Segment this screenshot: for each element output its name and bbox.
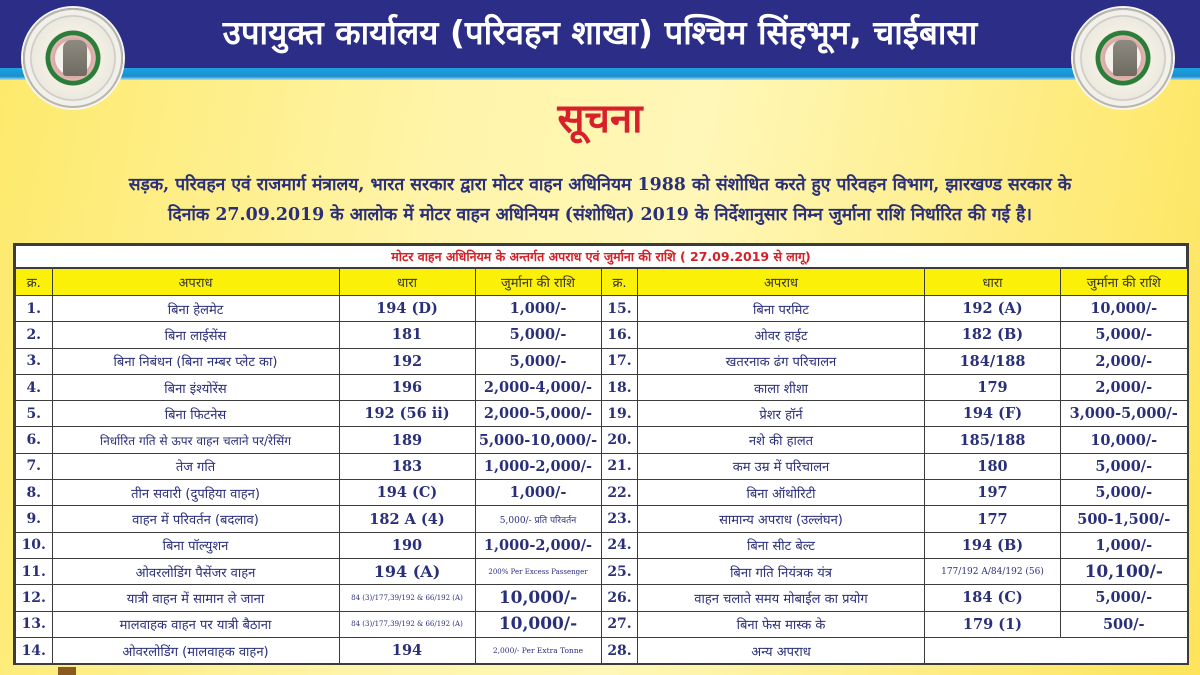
cell-section: 194 (C): [339, 480, 475, 506]
table-row: [16, 611, 601, 637]
cell-offence: बिना ऑथोरिटी: [638, 480, 925, 506]
cell-fine: 2,000-5,000/-: [475, 401, 601, 427]
cell-offence: ओवरलोडिंग (मालवाहक वाहन): [52, 637, 339, 663]
cell-sn: 13.: [16, 611, 52, 637]
cell-section: 192: [339, 348, 475, 374]
ashoka-emblem-icon: [63, 40, 87, 76]
cell-sn: 17.: [602, 348, 638, 374]
cell-section: 179 (1): [925, 611, 1061, 637]
cell-sn: 8.: [16, 480, 52, 506]
cell-sn: 20.: [602, 427, 638, 453]
cell-fine: 200% Per Excess Passenger: [475, 558, 601, 584]
table-row: [16, 322, 601, 348]
intro-line-1: सड़क, परिवहन एवं राजमार्ग मंत्रालय, भारत सरकार द्वारा मोटर वाहन अधिनियम 1988 को संशोधित करते हुए परिवहन विभाग, झारखण्ड सरकार के: [128, 175, 1072, 195]
header-fine: जुर्माना की राशि: [1061, 269, 1187, 296]
cell-sn: 24.: [602, 532, 638, 558]
cell-fine: 10,000/-: [475, 611, 601, 637]
header-stripe: [0, 68, 1200, 80]
table-header-row: [602, 269, 1187, 296]
cell-offence: सामान्य अपराध (उल्लंघन): [638, 506, 925, 532]
table-row: [602, 532, 1187, 558]
cell-section: 179: [925, 374, 1061, 400]
table-row: [602, 348, 1187, 374]
cell-fine: 1,000/-: [475, 480, 601, 506]
cell-offence: बिना फिटनेस: [52, 401, 339, 427]
cell-fine: 10,100/-: [1061, 558, 1187, 584]
fine-table-right: [601, 268, 1186, 664]
table-row: [16, 480, 601, 506]
cell-sn: 4.: [16, 374, 52, 400]
cell-offence: बिना पॉल्युशन: [52, 532, 339, 558]
cell-fine: 2,000/-: [1061, 348, 1187, 374]
table-row: [16, 558, 601, 584]
cell-fine: 3,000-5,000/-: [1061, 401, 1187, 427]
intro-line-2: दिनांक 27.09.2019 के आलोक में मोटर वाहन अधिनियम (संशोधित) 2019 के निर्देशानुसार निम्न जुर्माना राशि निर्धारित की गई है।: [168, 205, 1032, 225]
cell-section: 84 (3)/177,39/192 & 66/192 (A): [339, 611, 475, 637]
cell-sn: 9.: [16, 506, 52, 532]
cell-fine: 10,000/-: [475, 585, 601, 611]
cell-fine: 5,000/-: [1061, 585, 1187, 611]
cell-fine: 5,000/- प्रति परिवर्तन: [475, 506, 601, 532]
cell-offence: वाहन में परिवर्तन (बदलाव): [52, 506, 339, 532]
header-offence: अपराध: [638, 269, 925, 296]
cell-section: 194 (D): [339, 296, 475, 322]
cell-sn: 27.: [602, 611, 638, 637]
table-caption: मोटर वाहन अधिनियम के अन्तर्गत अपराध एवं जुर्माना की राशि ( 27.09.2019 से लागू): [16, 246, 1186, 268]
cell-section: 194 (B): [925, 532, 1061, 558]
table-row: [602, 296, 1187, 322]
cell-sn: 7.: [16, 453, 52, 479]
table-row: [16, 401, 601, 427]
cell-offence: यात्री वाहन में सामान ले जाना: [52, 585, 339, 611]
cell-sn: 3.: [16, 348, 52, 374]
cell-sn: 21.: [602, 453, 638, 479]
notice-intro: [8, 170, 1192, 230]
cell-sn: 5.: [16, 401, 52, 427]
cell-fine: 2,000/- Per Extra Tonne: [475, 637, 601, 663]
table-row: [16, 348, 601, 374]
cell-sn: 6.: [16, 427, 52, 453]
cell-fine: 1,000-2,000/-: [475, 453, 601, 479]
ashoka-emblem-icon: [1113, 40, 1137, 76]
cell-offence: बिना गति नियंत्रक यंत्र: [638, 558, 925, 584]
cell-sn: 26.: [602, 585, 638, 611]
cell-sn: 19.: [602, 401, 638, 427]
table-row: [16, 296, 601, 322]
cell-offence: नशे की हालत: [638, 427, 925, 453]
cell-section: 184/188: [925, 348, 1061, 374]
table-row: [602, 322, 1187, 348]
cell-section: 194 (A): [339, 558, 475, 584]
cell-section: 182 A (4): [339, 506, 475, 532]
table-row: [16, 374, 601, 400]
cell-section: 194 (F): [925, 401, 1061, 427]
table-row: [602, 558, 1187, 584]
table-row: [16, 506, 601, 532]
header-section: धारा: [925, 269, 1061, 296]
cell-fine: 1,000/-: [475, 296, 601, 322]
table-row: [16, 453, 601, 479]
cell-sn: 25.: [602, 558, 638, 584]
cell-offence: काला शीशा: [638, 374, 925, 400]
cell-section: 183: [339, 453, 475, 479]
cell-offence: बिना निबंधन (बिना नम्बर प्लेट का): [52, 348, 339, 374]
cell-offence: अन्य अपराध: [638, 637, 925, 663]
cell-fine: 2,000-4,000/-: [475, 374, 601, 400]
cell-sn: 12.: [16, 585, 52, 611]
cell-fine: 10,000/-: [1061, 427, 1187, 453]
cell-section: 189: [339, 427, 475, 453]
cell-section: 84 (3)/177,39/192 & 66/192 (A): [339, 585, 475, 611]
cell-fine: 5,000/-: [1061, 453, 1187, 479]
table-row: [16, 532, 601, 558]
cell-offence: ओवर हाईट: [638, 322, 925, 348]
cell-fine: 5,000/-: [1061, 322, 1187, 348]
cell-section: 194: [339, 637, 475, 663]
table-row: [16, 585, 601, 611]
header-fine: जुर्माना की राशि: [475, 269, 601, 296]
notice-title: सूचना: [557, 96, 643, 142]
cell-section: 181: [339, 322, 475, 348]
fine-table: [13, 243, 1189, 665]
fine-table-left: [16, 268, 601, 664]
cell-fine: 2,000/-: [1061, 374, 1187, 400]
cell-sn: 16.: [602, 322, 638, 348]
header-sn: क्र.: [602, 269, 638, 296]
table-row: [16, 427, 601, 453]
cell-offence: बिना लाईसेंस: [52, 322, 339, 348]
cell-offence: तीन सवारी (दुपहिया वाहन): [52, 480, 339, 506]
cell-offence: बिना परमिट: [638, 296, 925, 322]
cell-fine: 10,000/-: [1061, 296, 1187, 322]
cell-offence: बिना फेस मास्क के: [638, 611, 925, 637]
cell-fine: 5,000/-: [1061, 480, 1187, 506]
header-sn: क्र.: [16, 269, 52, 296]
cell-sn: 2.: [16, 322, 52, 348]
cell-offence: वाहन चलाते समय मोबाईल का प्रयोग: [638, 585, 925, 611]
cell-offence: मालवाहक वाहन पर यात्री बैठाना: [52, 611, 339, 637]
cell-section: 177/192 A/84/192 (56): [925, 558, 1061, 584]
cell-offence: प्रेशर हॉर्न: [638, 401, 925, 427]
cell-section: 196: [339, 374, 475, 400]
cell-section: 192 (A): [925, 296, 1061, 322]
cell-fine: 5,000/-: [475, 322, 601, 348]
cell-fine: 1,000/-: [1061, 532, 1187, 558]
cell-section: 192 (56 ii): [339, 401, 475, 427]
cell-offence: ओवरलोडिंग पैसेंजर वाहन: [52, 558, 339, 584]
table-row: [602, 401, 1187, 427]
office-title: उपायुक्त कार्यालय (परिवहन शाखा) पश्चिम सिंहभूम, चाईबासा: [222, 13, 978, 52]
cell-fine: 5,000/-: [475, 348, 601, 374]
cell-section: 185/188: [925, 427, 1061, 453]
table-row: [602, 480, 1187, 506]
cell-offence: खतरनाक ढंग परिचालन: [638, 348, 925, 374]
header-section: धारा: [339, 269, 475, 296]
table-row: [602, 427, 1187, 453]
decorative-mark: [58, 667, 76, 675]
cell-section: 190: [339, 532, 475, 558]
cell-sn: 11.: [16, 558, 52, 584]
table-row: [602, 637, 1187, 663]
cell-sn: 15.: [602, 296, 638, 322]
cell-offence: बिना हेलमेट: [52, 296, 339, 322]
cell-section: 197: [925, 480, 1061, 506]
cell-sn: 1.: [16, 296, 52, 322]
header-offence: अपराध: [52, 269, 339, 296]
cell-fine: 500/-: [1061, 611, 1187, 637]
cell-fine: 500-1,500/-: [1061, 506, 1187, 532]
cell-section: 177: [925, 506, 1061, 532]
cell-section: 182 (B): [925, 322, 1061, 348]
table-row: [16, 637, 601, 663]
cell-section: [925, 637, 1187, 663]
cell-offence: निर्धारित गति से ऊपर वाहन चलाने पर/रेसिंग: [52, 427, 339, 453]
cell-offence: बिना इंश्योरेंस: [52, 374, 339, 400]
cell-fine: 5,000-10,000/-: [475, 427, 601, 453]
table-row: [602, 506, 1187, 532]
cell-sn: 22.: [602, 480, 638, 506]
cell-sn: 23.: [602, 506, 638, 532]
table-row: [602, 611, 1187, 637]
cell-sn: 18.: [602, 374, 638, 400]
table-row: [602, 585, 1187, 611]
cell-fine: 1,000-2,000/-: [475, 532, 601, 558]
cell-sn: 14.: [16, 637, 52, 663]
table-header-row: [16, 269, 601, 296]
cell-sn: 10.: [16, 532, 52, 558]
cell-offence: तेज गति: [52, 453, 339, 479]
cell-offence: कम उम्र में परिचालन: [638, 453, 925, 479]
table-row: [602, 374, 1187, 400]
cell-section: 180: [925, 453, 1061, 479]
table-row: [602, 453, 1187, 479]
cell-section: 184 (C): [925, 585, 1061, 611]
cell-sn: 28.: [602, 637, 638, 663]
cell-offence: बिना सीट बेल्ट: [638, 532, 925, 558]
